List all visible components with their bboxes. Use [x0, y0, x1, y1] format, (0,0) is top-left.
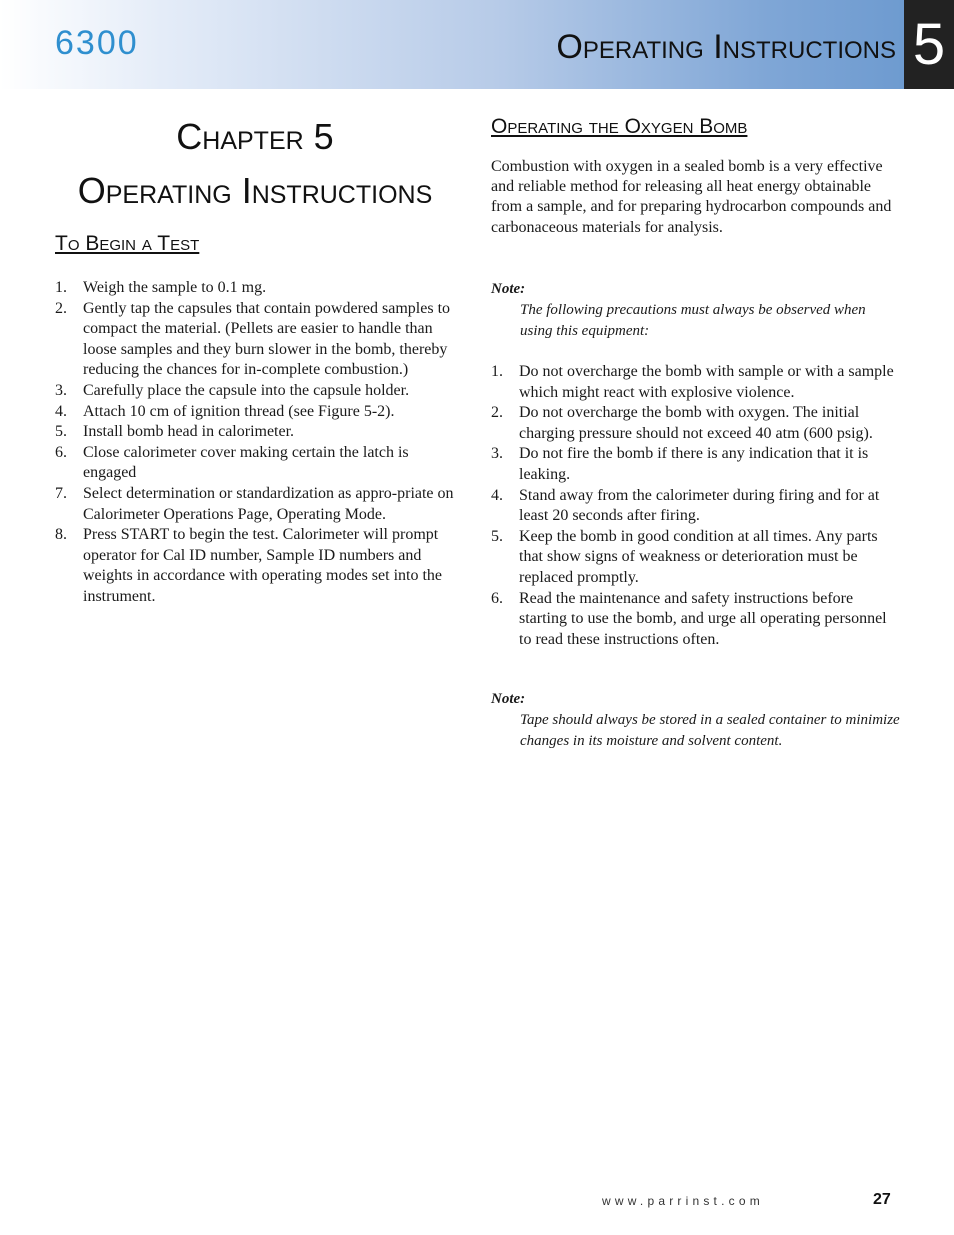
header-title: Operating Instructions	[556, 28, 896, 66]
list-item-text: Do not fire the bomb if there is any indication that it is leaking.	[519, 445, 869, 483]
list-item-text: Weigh the sample to 0.1 mg.	[83, 279, 267, 296]
list-item-number: 4.	[55, 402, 67, 420]
note-text-2: Tape should always be stored in a sealed container to minimize changes in its moisture and solvent content.	[520, 712, 900, 749]
chapter-tab: 5	[904, 0, 954, 89]
chapter-heading-line2: Operating Instructions	[77, 170, 433, 211]
list-item	[491, 486, 901, 527]
list-item-text: Keep the bomb in good condition at all times. Any parts that show signs of weakness or deterioration must be replaced promptly.	[519, 527, 878, 586]
note-label-1: Note:	[491, 281, 526, 297]
oxygen-bomb-precautions	[491, 362, 901, 650]
note-text-1: The following precautions must always be observed when using this equipment:	[520, 302, 866, 339]
list-item-text: Install bomb head in calorimeter.	[83, 423, 295, 441]
list-item-number: 1.	[55, 279, 67, 296]
oxygen-bomb-intro: Combustion with oxygen in a sealed bomb is a very effective and reliable method for releasing all heat energy obtainable from a sample, and for preparing hydrocarbon compounds and carbonaceous materials for analysis.	[491, 158, 892, 236]
list-item-text: Attach 10 cm of ignition thread (see Figure 5-2).	[83, 402, 395, 420]
oxygen-bomb-heading: Operating the Oxygen Bomb	[491, 115, 748, 138]
list-item-number: 7.	[55, 484, 67, 502]
list-item	[55, 484, 460, 525]
list-item-text: Read the maintenance and safety instructions before starting to use the bomb, and urge all operating personnel to read these instructions often.	[519, 589, 887, 648]
list-item	[55, 299, 460, 381]
begin-test-heading: To Begin a Test	[55, 232, 200, 255]
list-item	[491, 403, 901, 444]
list-item-text: Gently tap the capsules that contain powdered samples to compact the material. (Pellets are easier to handle than loose samples and they burn slower in the bomb, thereby reducing the chances for in-complete combustion.)	[83, 299, 451, 379]
chapter-heading	[55, 110, 455, 218]
footer-url: www.parrinst.com	[602, 1194, 764, 1208]
list-item	[491, 444, 901, 485]
list-item-number: 6.	[55, 443, 67, 461]
list-item-text: Select determination or standardization as appro-priate on Calorimeter Operations Page, Operating Mode.	[83, 484, 454, 523]
list-item-text: Stand away from the calorimeter during firing and for at least 20 seconds after firing.	[519, 486, 880, 525]
list-item	[55, 422, 460, 443]
list-item	[491, 527, 901, 589]
list-item-number: 5.	[55, 423, 67, 441]
list-item-number: 6.	[491, 589, 503, 607]
list-item	[55, 278, 460, 299]
model-number: 6300	[55, 24, 139, 62]
list-item-number: 2.	[55, 299, 67, 317]
begin-test-steps	[55, 278, 460, 608]
list-item-number: 3.	[55, 381, 67, 399]
list-item	[55, 402, 460, 423]
list-item-number: 4.	[491, 486, 503, 504]
list-item-number: 1.	[491, 363, 503, 380]
list-item-number: 5.	[491, 527, 503, 545]
list-item	[55, 381, 460, 402]
chapter-heading-line1: Chapter 5	[176, 116, 334, 157]
list-item-number: 8.	[55, 526, 67, 544]
page-number: 27	[873, 1191, 891, 1208]
list-item-text: Do not overcharge the bomb with sample or with a sample which might react with explosive violence.	[519, 363, 894, 401]
list-item-number: 2.	[491, 404, 503, 422]
list-item	[491, 589, 901, 651]
list-item	[55, 525, 460, 607]
note-label-2: Note:	[491, 691, 526, 707]
list-item-text: Do not overcharge the bomb with oxygen. The initial charging pressure should not exceed 40 atm (600 psig).	[519, 404, 873, 442]
list-item-number: 3.	[491, 445, 503, 463]
list-item-text: Press START to begin the test. Calorimeter will prompt operator for Cal ID number, Sample ID numbers and weights in accordance with operating modes set into the instrument.	[83, 526, 443, 605]
list-item	[55, 443, 460, 484]
list-item-text: Carefully place the capsule into the capsule holder.	[83, 381, 410, 399]
list-item-text: Close calorimeter cover making certain the latch is engaged	[83, 443, 409, 482]
list-item	[491, 362, 901, 403]
